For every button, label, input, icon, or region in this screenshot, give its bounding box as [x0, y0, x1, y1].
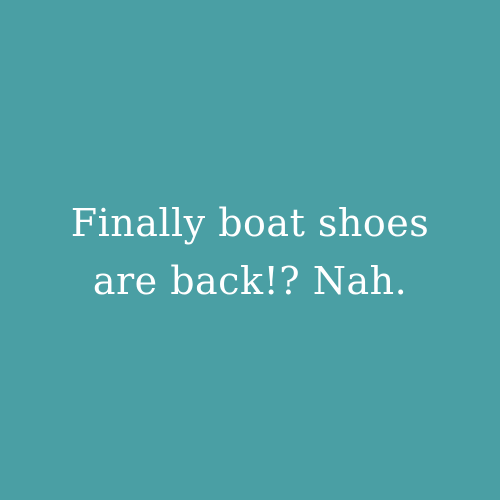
quote-text — [71, 194, 430, 310]
quote-line-1: Finally boat shoes — [70, 201, 430, 245]
quote-line-2: are back!? Nah. — [92, 259, 408, 303]
